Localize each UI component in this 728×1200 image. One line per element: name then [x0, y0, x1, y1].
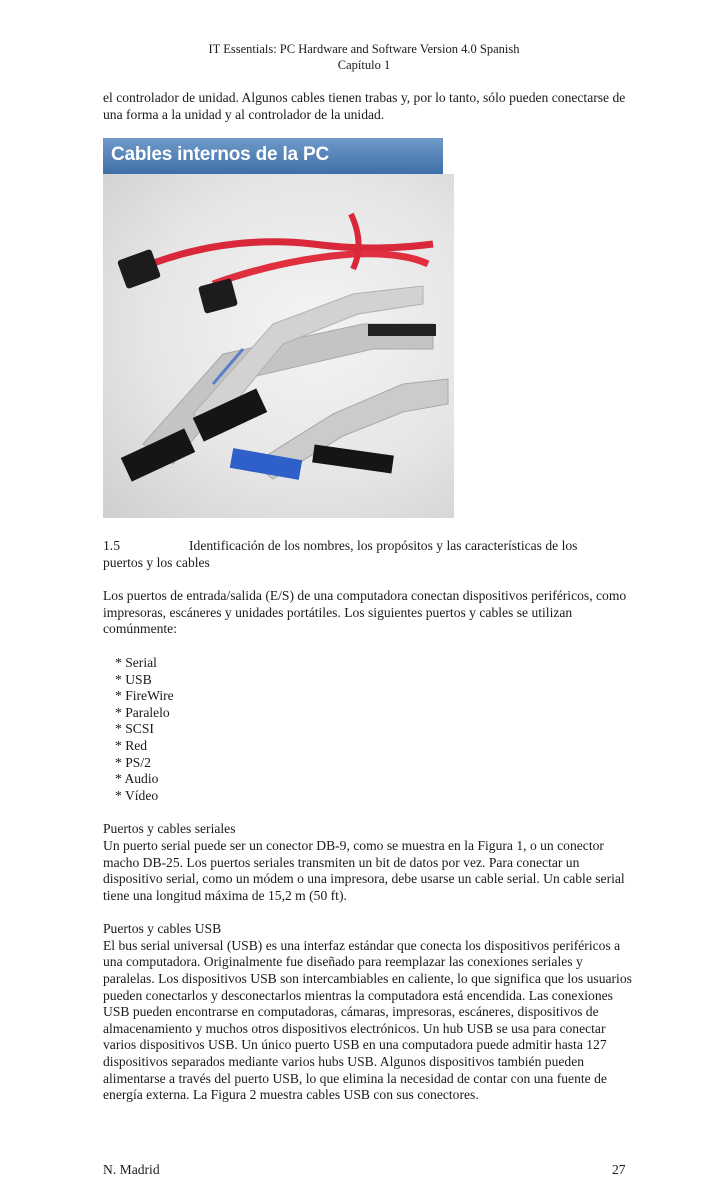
- list-item: * USB: [115, 671, 152, 687]
- list-item: * Audio: [115, 771, 159, 787]
- intro-paragraph-block: [103, 90, 633, 123]
- header-chapter: Capítulo 1: [337, 58, 391, 72]
- section-1-5: [103, 538, 633, 1104]
- serial-paragraph: Un puerto serial puede ser un conector DB-9, como se muestra en la Figura 1, o un conector macho DB-25. Los puertos seriales transmiten un bit de datos por vez. Para conectar un dispositivo serial, como un módem o una impresora, debe usarse un cable serial. Un cable serial tiene una longitud máxima de 15,2 m (50 ft).: [103, 837, 625, 903]
- intro-paragraph: el controlador de unidad. Algunos cables tienen trabas y, por lo tanto, sólo pueden conectarse de una forma a la unidad y al controlador de la unidad.: [103, 90, 626, 122]
- figure-banner: [103, 138, 443, 174]
- figure-internal-cables: [103, 138, 454, 518]
- usb-heading: Puertos y cables USB: [103, 921, 222, 937]
- section-title-line2: puertos y los cables: [103, 554, 210, 570]
- red-sata-cable: [213, 254, 428, 284]
- list-item: * Red: [115, 737, 148, 753]
- page-header: [0, 41, 728, 73]
- list-item: * FireWire: [115, 688, 174, 704]
- figure-banner-title: Cables internos de la PC: [111, 144, 329, 165]
- ide-connector: [312, 445, 394, 474]
- list-item: * SCSI: [115, 721, 154, 737]
- header-title: IT Essentials: PC Hardware and Software Version 4.0 Spanish: [208, 42, 520, 56]
- list-item: * Paralelo: [115, 704, 170, 720]
- footer-author: N. Madrid: [103, 1162, 160, 1177]
- red-sata-cable: [351, 214, 359, 269]
- sata-connector: [117, 249, 161, 290]
- ports-list: [103, 655, 633, 804]
- section-heading: [103, 538, 633, 555]
- serial-heading: Puertos y cables seriales: [103, 821, 236, 837]
- cables-photo: [103, 174, 454, 518]
- usb-paragraph: El bus serial universal (USB) es una interfaz estándar que conecta los dispositivos periféricos a una computadora. Originalmente fue diseñado para reemplazar las conexiones seriales y paralelas. Los dispositivos USB son intercambiables en caliente, lo que significa que los usuarios pueden conectarlos y desconectarlos mientras la computadora está encendida. Las conexiones USB pueden encontrarse en computadoras, cámaras, impresoras, escáneres, dispositivos de almacenamiento y muchos otros dispositivos electrónicos. Un hub USB se usa para conectar varios dispositivos USB. Un único puerto USB en una computadora puede admitir hasta 127 dispositivos separados mediante varios hubs USB. Algunos dispositivos también pueden alimentarse a través del puerto USB, lo que elimina la necesidad de contar con una fuente de energía externa. La Figura 2 muestra cables USB con sus conectores.: [103, 937, 632, 1103]
- section-title-line1: Identificación de los nombres, los propósitos y las características de los: [189, 538, 578, 553]
- section-intro-paragraph: Los puertos de entrada/salida (E/S) de una computadora conectan dispositivos periféricos, como impresoras, escáneres y unidades portátiles. Los siguientes puertos y cables se utilizan comúnmente:: [103, 588, 627, 637]
- list-item: * Vídeo: [115, 787, 159, 803]
- sata-connector: [198, 278, 238, 314]
- footer-page-number: 27: [612, 1162, 626, 1177]
- list-item: * PS/2: [115, 754, 151, 770]
- list-item: * Serial: [115, 654, 157, 670]
- cables-illustration: [103, 174, 454, 518]
- section-number: 1.5: [103, 538, 120, 553]
- ide-connector: [368, 324, 436, 336]
